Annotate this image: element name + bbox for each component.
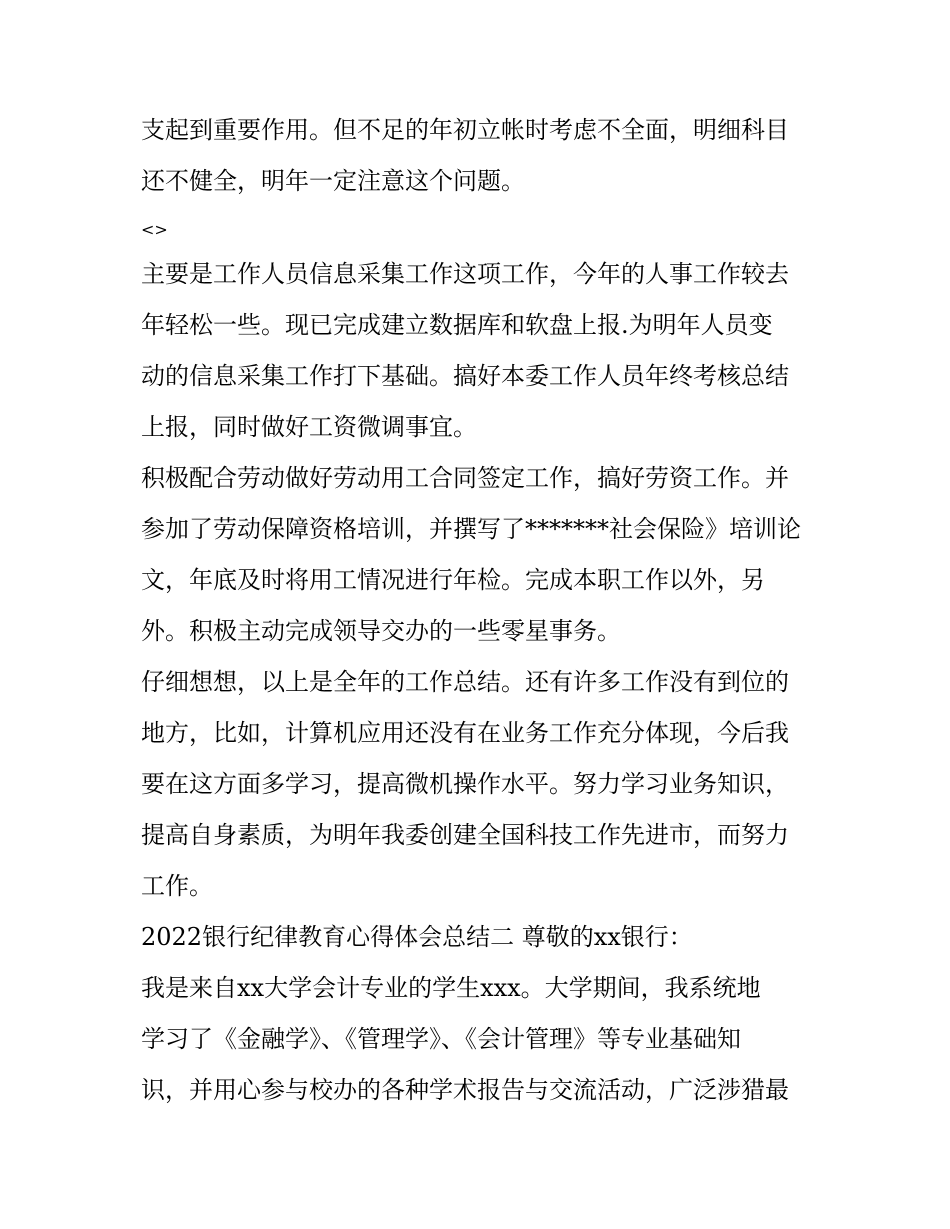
text-line: 支起到重要作用。但不足的年初立帐时考虑不全面，明细科目 xyxy=(141,116,789,144)
text-line: 积极配合劳动做好劳动用工合同签定工作，搞好劳资工作。并 xyxy=(141,464,789,492)
text-line: 识，并用心参与校办的各种学术报告与交流活动，广泛涉猎最 xyxy=(141,1076,789,1104)
text-line: 动的信息采集工作打下基础。搞好本委工作人员年终考核总结 xyxy=(141,362,789,390)
text-line: 参加了劳动保障资格培训，并撰写了*******社会保险》培训论 xyxy=(141,515,801,543)
document-body xyxy=(141,107,821,1118)
text-line: 工作。 xyxy=(141,872,213,900)
text-line: 外。积极主动完成领导交办的一些零星事务。 xyxy=(141,617,621,645)
text-line: 年轻松一些。现已完成建立数据库和软盘上报.为明年人员变 xyxy=(141,311,773,339)
text-line: 我是来自xx大学会计专业的学生xxx。大学期间，我系统地 xyxy=(141,974,761,1002)
text-line: 提高自身素质，为明年我委创建全国科技工作先进市，而努力 xyxy=(141,821,789,849)
text-line: <> xyxy=(141,220,168,239)
text-line: 要在这方面多学习，提高微机操作水平。努力学习业务知识， xyxy=(141,770,789,798)
text-line: 地方，比如，计算机应用还没有在业务工作充分体现，今后我 xyxy=(141,719,789,747)
text-line: 学习了《金融学》、《管理学》、《会计管理》等专业基础知 xyxy=(141,1025,741,1053)
text-line: 文，年底及时将用工情况进行年检。完成本职工作以外，另 xyxy=(141,566,765,594)
text-line: 主要是工作人员信息采集工作这项工作，今年的人事工作较去 xyxy=(141,260,789,288)
text-line: 还不健全，明年一定注意这个问题。 xyxy=(141,167,525,195)
text-line: 仔细想想，以上是全年的工作总结。还有许多工作没有到位的 xyxy=(141,668,789,696)
text-line: 2022银行纪律教育心得体会总结二 尊敬的xx银行： xyxy=(141,923,693,951)
text-line: 上报，同时做好工资微调事宜。 xyxy=(141,413,477,441)
